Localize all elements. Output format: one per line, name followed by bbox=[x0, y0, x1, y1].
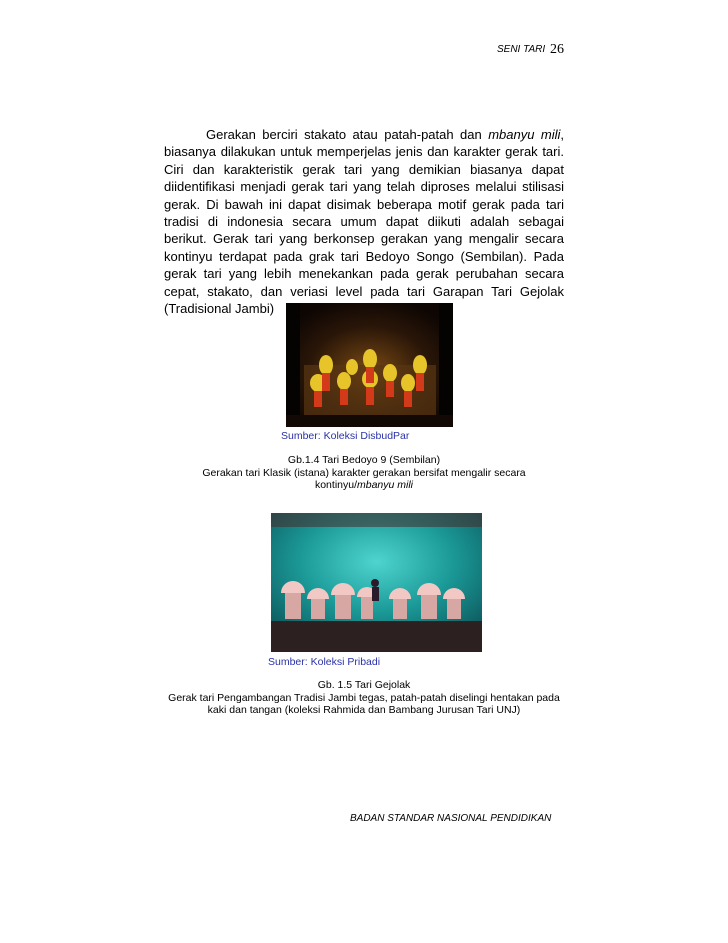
paragraph-rest: , biasanya dilakukan untuk memperjelas jenis dan karakter gerak tari. Ciri dan karakteristik gerak tari yang demikian biasanya dapat diidentifikasi menjadi gerak tari yang telah diproses melalui stilisasi gerak. Di bawah ini dapat disimak beberapa motif gerak pada tari tradisi di indonesia secara umum dapat diikuti adalah sebagai berikut. Gerak tari yang berkonsep gerakan yang mengalir secara kontinyu terdapat pada grak tari Bedoyo Songo (Sembilan). Pada gerak tari yang lebih menekankan pada gerak perubahan secara cepat, stakato, dan veriasi level pada tari Garapan Tari Gejolak (Tradisional Jambi) bbox=[164, 127, 564, 317]
figure2-source: Sumber: Koleksi Pribadi bbox=[268, 656, 381, 668]
figure1-source: Sumber: Koleksi DisbudPar bbox=[281, 430, 410, 442]
gejolak-dance-photo bbox=[271, 513, 482, 652]
paragraph-emphasis: mbanyu mili bbox=[488, 127, 561, 142]
figure2-caption bbox=[158, 679, 570, 717]
header-label: SENI TARI bbox=[497, 44, 546, 55]
paragraph-intro: Gerakan berciri stakato atau patah-patah dan bbox=[206, 127, 489, 142]
figure2-title: Gb. 1.5 Tari Gejolak bbox=[317, 679, 411, 691]
bedoyo-dance-photo bbox=[286, 303, 453, 427]
figure1-title: Gb.1.4 Tari Bedoyo 9 (Sembilan) bbox=[287, 454, 441, 466]
figure1-desc-emphasis: mbanyu mili bbox=[357, 479, 414, 491]
page-number: 26 bbox=[550, 42, 564, 57]
page-footer: BADAN STANDAR NASIONAL PENDIDIKAN bbox=[350, 813, 552, 824]
body-paragraph bbox=[164, 126, 564, 317]
figure1-desc: Gerakan tari Klasik (istana) karakter gerakan bersifat mengalir secara kontinyu/ bbox=[202, 466, 526, 491]
figure1-caption bbox=[164, 454, 564, 492]
figure2-desc: Gerak tari Pengambangan Tradisi Jambi tegas, patah-patah diselingi hentakan pada kaki dan tangan (koleksi Rahmida dan Bambang Jurusan Tari UNJ) bbox=[168, 691, 560, 716]
